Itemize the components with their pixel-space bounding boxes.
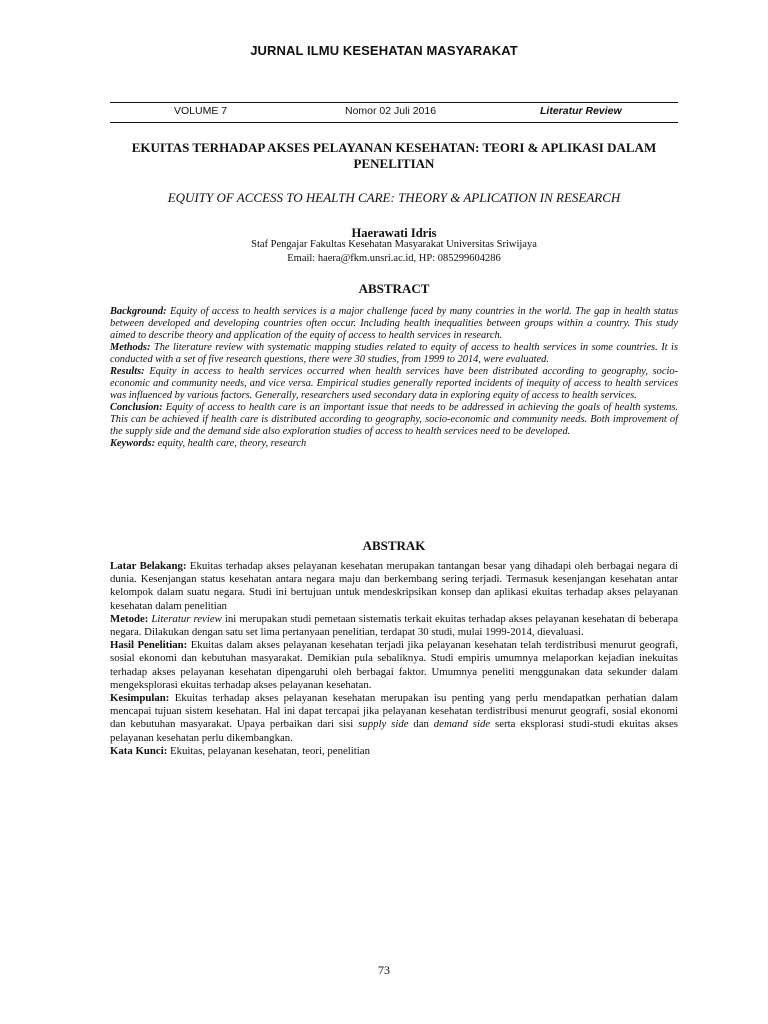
- results-label: Results:: [110, 366, 145, 377]
- background-text: Equity of access to health services is a major challenge faced by many countries in the world. The gap in health status between developed and developing countries often occur. Including health inequalities between groups within a country. This study aimed to describe theory and application of the equity of access to health services in research.: [110, 306, 678, 341]
- contact-info: Email: haera@fkm.unsri.ac.id, HP: 085299604286: [287, 252, 501, 264]
- conclusion-text: Equity of access to health care is an important issue that needs to be addressed in achieving the goals of health systems. This can be achieved if health care is distributed according to geography, socio-economic and community needs. Both improvement of the supply side and the demand side also exploration studies of access to health services need to be developed.: [110, 402, 678, 437]
- kata-kunci-text: Ekuitas, pelayanan kesehatan, teori, penelitian: [170, 744, 370, 757]
- title-indonesian: EKUITAS TERHADAP AKSES PELAYANAN KESEHATAN: TEORI & APLIKASI DALAM PENELITIAN: [131, 140, 657, 171]
- metode-label: Metode:: [110, 612, 149, 625]
- abstract-indonesian: [110, 560, 678, 758]
- supply-side-term: supply side: [358, 718, 409, 731]
- hasil-text: Ekuitas dalam akses pelayanan kesehatan terjadi jika pelayanan kesehatan telah terdistribusi menurut geografi, sosial ekonomi dan kebutuhan masyarakat. Demikian pula sebaliknya. Studi empiris umumnya melaporkan kejadian inekuitas terhadap akses pelayanan kesehatan dipengaruhi oleh berbagai faktor. Umumnya peneliti menggunakan data sekunder dalam mengeksplorasi ekuitas terhadap akses pelayanan kesehatan.: [110, 639, 678, 691]
- methods-label: Methods:: [110, 342, 151, 353]
- author-affiliation-block: [110, 238, 678, 265]
- issue-label: Nomor 02 Juli 2016: [345, 105, 437, 117]
- abstract-english: [110, 306, 678, 450]
- abstrak-metode: [110, 613, 678, 639]
- issue-info-bar: [110, 105, 678, 120]
- latar-text: Ekuitas terhadap akses pelayanan kesehatan merupakan tantangan besar yang dihadapi oleh berbagai negara di dunia. Kesenjangan status kesehatan antara negara maju dan berkembang sering terjadi. Termasuk kesenjangan kesehatan antar kelompok dalam suatu negara. Studi ini bertujuan untuk mendeskripsikan konsep dan aplikasi ekuitas terhadap akses pelayanan kesehatan dalam penelitian: [110, 560, 678, 612]
- volume-label: VOLUME 7: [174, 105, 228, 117]
- abstract-heading: ABSTRACT: [358, 281, 430, 296]
- affiliation: Staf Pengajar Fakultas Kesehatan Masyarakat Universitas Sriwijaya: [251, 239, 537, 250]
- kesimpulan-text-a: Ekuitas terhadap akses pelayanan kesehatan merupakan isu penting yang perlu mendapatkan perhatian dalam mencapai tujuan sistem kesehatan. Hal ini dapat tercapai jika pelayanan kesehatan terdistribusi menurut geografi, sosial ekonomi dan kebutuhan masyarakat. Upaya perbaikan dari sisi: [110, 692, 679, 731]
- keywords-label: Keywords:: [110, 438, 156, 449]
- abstrak-hasil: [110, 639, 678, 692]
- hasil-label: Hasil Penelitian:: [110, 639, 188, 652]
- results-text: Equity in access to health services occurred when health services have been distributed according to geography, socio-economic and community needs, and vice versa. Empirical studies generally reported incidents of inequity of access to health services was influenced by various factors. Generally, researchers used secondary data in exploring equity of access to health services.: [110, 366, 678, 401]
- kesimpulan-label: Kesimpulan:: [110, 692, 170, 705]
- conclusion-label: Conclusion:: [110, 402, 163, 413]
- abstract-conclusion: [110, 402, 678, 438]
- abstract-keywords: [110, 438, 678, 450]
- abstrak-latar: [110, 560, 678, 613]
- abstrak-kata-kunci: [110, 745, 678, 758]
- background-label: Background:: [110, 306, 167, 317]
- title-english: EQUITY OF ACCESS TO HEALTH CARE: THEORY & APLICATION IN RESEARCH: [167, 190, 621, 205]
- abstrak-heading: ABSTRAK: [362, 538, 426, 553]
- abstract-methods: [110, 342, 678, 366]
- methods-text: The literature review with systematic mapping studies related to equity of access to health services in some countries. It is conducted with a set of five research questions, there were 30 studies, from 1999 to 2014, were evaluated.: [110, 342, 678, 365]
- page-number: 73: [378, 963, 390, 977]
- abstrak-kesimpulan: [110, 692, 678, 745]
- header-rule-bottom: [110, 122, 678, 123]
- header-rule-top: [110, 102, 678, 103]
- journal-name: JURNAL ILMU KESEHATAN MASYARAKAT: [250, 43, 518, 58]
- kesimpulan-text-b: serta eksplorasi studi-studi ekuitas akses pelayanan kesehatan perlu dikembangkan.: [110, 718, 679, 744]
- metode-text: ini merupakan studi pemetaan sistematis terkait ekuitas terhadap akses pelayanan kesehatan di beberapa negara. Dilakukan dengan satu set lima pertanyaan penelitian, terdapat 30 studi, mulai 1999-2014, dievaluasi.: [110, 612, 679, 639]
- article-type-label: Literatur Review: [540, 105, 622, 117]
- kesimpulan-dan: dan: [413, 718, 429, 731]
- author-name: Haerawati Idris: [351, 226, 437, 240]
- demand-side-term: demand side: [433, 718, 491, 731]
- metode-italic: Literatur review: [151, 612, 222, 625]
- abstract-background: [110, 306, 678, 342]
- kata-kunci-label: Kata Kunci:: [110, 744, 168, 757]
- latar-label: Latar Belakang:: [110, 560, 187, 572]
- abstract-results: [110, 366, 678, 402]
- keywords-text: equity, health care, theory, research: [157, 438, 307, 449]
